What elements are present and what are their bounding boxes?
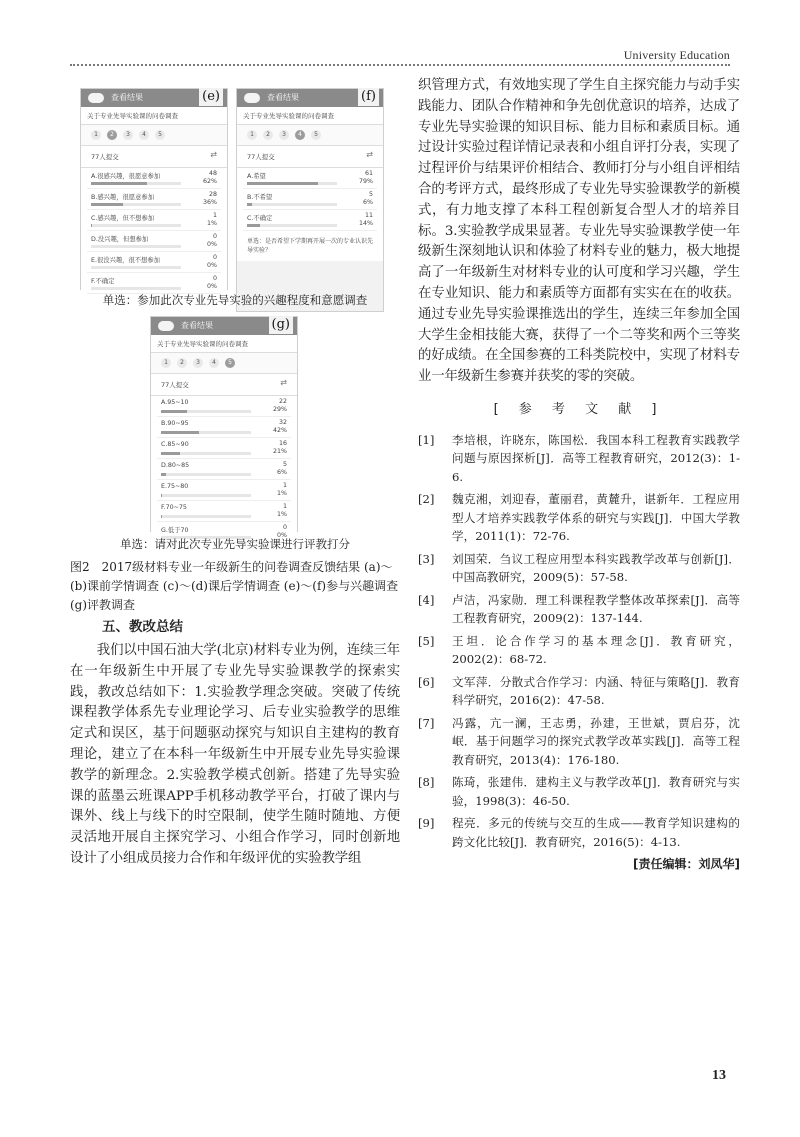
- option-row: [243, 210, 377, 231]
- reference-number: [6]: [418, 674, 435, 689]
- option-count: 16: [278, 440, 287, 447]
- submission-count-label: 77人提交: [91, 153, 119, 161]
- option-percent: 62%: [203, 178, 217, 185]
- question-step[interactable]: 5: [155, 130, 165, 140]
- option-count-pct: [359, 212, 373, 228]
- reference-item: [418, 632, 740, 669]
- question-note: 单选：是否希望下学期再开展一次的专业认识先导实验？: [237, 231, 383, 261]
- option-count-pct: [273, 398, 287, 414]
- option-percent: 42%: [273, 427, 287, 434]
- reference-item: [418, 591, 740, 628]
- subfigure-tag: (g): [269, 316, 293, 334]
- question-step[interactable]: 1: [247, 130, 257, 140]
- option-bar-fill: [161, 452, 180, 455]
- section-heading: 五、教改总结: [102, 619, 183, 635]
- option-count: 1: [282, 482, 287, 489]
- cloud-icon: [244, 93, 260, 103]
- question-step[interactable]: 1: [91, 130, 101, 140]
- question-steps: [81, 125, 227, 145]
- option-label: E.很没兴趣，很不想参加: [91, 257, 160, 264]
- question-step[interactable]: 4: [295, 130, 305, 140]
- option-count: 28: [208, 191, 217, 198]
- option-bar-fill: [91, 182, 147, 185]
- option-count-pct: [207, 212, 217, 228]
- reference-item: [418, 550, 740, 587]
- reference-number: [8]: [418, 775, 435, 790]
- right-column: [418, 76, 740, 872]
- option-results: [81, 168, 227, 294]
- option-percent: 0%: [207, 283, 217, 290]
- reference-number: [9]: [418, 816, 435, 831]
- right-paragraph: 织管理方式，有效地实现了学生自主探究能力与动手实践能力、团队合作精神和争先创优意识的培养，达成了专业先导实验课的知识目标、能力目标和素质目标。通过设计实验过程详情记录表和小组自评打分表，实现了过程评价与结果评价相结合、教师打分与小组自评相结合的考评方式，最终形成了专业先导实验课教学的新模式，有力地支撑了本科工程创新复合型人才的培养目标。3.实验教学成果显著。专业先导实验课教学使一年级新生深刻地认识和体验了材料专业的魅力，极大地提高了一年级新生对材料专业的认可度和学习兴趣，学生在专业知识、能力和素质等方面都有实实在在的收获。通过专业先导实验课推选出的学生，连续三年参加全国大学生金相技能大赛，获得了一个二等奖和两个三等奖的好成绩。在全国参赛的工科类院校中，实现了材料专业一年级新生参赛并获奖的零的突破。: [418, 78, 740, 385]
- option-bar-track: [91, 245, 181, 248]
- reference-number: [2]: [418, 492, 435, 507]
- option-label: D.80~85: [161, 462, 190, 469]
- option-count: 0: [282, 524, 287, 531]
- phone-screenshot-e: [80, 88, 228, 290]
- journal-title: University Education: [623, 48, 730, 62]
- option-percent: 1%: [277, 490, 287, 497]
- option-row: [87, 189, 221, 210]
- option-bar-track: [247, 224, 337, 227]
- submission-count: [151, 373, 297, 396]
- submission-count: [237, 145, 383, 168]
- option-bar-track: [161, 494, 251, 497]
- reference-text: 魏克湘，刘迎春，董丽君，黄麓升，谌新年．工程应用型人才培养实践教学体系的研究与实践[J]．中国大学教学，2011(1)：72-76.: [452, 492, 740, 544]
- option-bar-fill: [161, 410, 187, 413]
- option-bar-fill: [161, 494, 162, 497]
- option-count-pct: [359, 170, 373, 186]
- reference-text: 刘国荣．刍议工程应用型本科实践教学改革与创新[J]．中国高教研究，2009(5)：57-58.: [452, 551, 740, 585]
- option-row: [157, 396, 291, 417]
- option-row: [87, 210, 221, 231]
- option-count-pct: [277, 461, 287, 477]
- option-row: [157, 417, 291, 438]
- reference-item: [418, 773, 740, 810]
- option-bar-track: [161, 473, 251, 476]
- question-steps: [151, 353, 297, 373]
- option-percent: 29%: [273, 406, 287, 413]
- question-step[interactable]: 2: [107, 130, 117, 140]
- option-results: [237, 168, 383, 231]
- app-title-bar: [151, 317, 297, 335]
- survey-title: 关于专业先导实验课的问卷调查: [151, 335, 297, 353]
- reference-item: [418, 431, 740, 487]
- question-step[interactable]: 2: [263, 130, 273, 140]
- option-bar-fill: [91, 203, 123, 206]
- option-percent: 0%: [277, 532, 287, 539]
- option-bar-track: [91, 266, 181, 269]
- option-label: C.不确定: [247, 215, 273, 222]
- option-bar-track: [91, 224, 181, 227]
- subfigure-tag: (e): [199, 88, 223, 106]
- option-label: B.90~95: [161, 420, 189, 427]
- app-title-bar: [237, 89, 383, 107]
- reference-number: [1]: [418, 432, 435, 447]
- option-bar-fill: [161, 473, 166, 476]
- swap-arrows-icon[interactable]: ⇄: [366, 150, 373, 159]
- option-count: 1: [282, 503, 287, 510]
- phone-screenshot-f: [236, 88, 384, 312]
- option-count: 22: [278, 398, 287, 405]
- submission-count-label: 77人提交: [161, 381, 189, 389]
- option-percent: 0%: [207, 262, 217, 269]
- submission-count: [81, 145, 227, 168]
- swap-arrows-icon[interactable]: ⇄: [280, 378, 287, 387]
- option-count: 0: [212, 275, 217, 282]
- option-percent: 79%: [359, 178, 373, 185]
- option-percent: 14%: [359, 220, 373, 227]
- page-number: 13: [712, 1068, 726, 1083]
- reference-text: 程亮．多元的传统与交互的生成——教育学知识建构的跨文化比较[J]．教育研究，2016(5)：4-13.: [452, 816, 740, 849]
- option-count: 0: [212, 254, 217, 261]
- app-title: 查看结果: [181, 321, 213, 330]
- option-bar-fill: [161, 431, 199, 434]
- option-count-pct: [277, 482, 287, 498]
- option-count-pct: [363, 191, 373, 207]
- option-count: 32: [278, 419, 287, 426]
- question-step[interactable]: 3: [123, 130, 133, 140]
- option-count-pct: [273, 419, 287, 435]
- question-step[interactable]: 1: [161, 358, 171, 368]
- option-row: [243, 168, 377, 189]
- option-row: [157, 459, 291, 480]
- editor-credit: [责任编辑：刘凤华]: [633, 857, 740, 872]
- option-label: F.不确定: [91, 278, 115, 285]
- reference-text: 王坦．论合作学习的基本理念[J]．教育研究，2002(2)：68-72.: [452, 633, 740, 667]
- option-bar-track: [161, 431, 251, 434]
- option-row: [87, 273, 221, 294]
- reference-item: [418, 490, 740, 546]
- reference-item: [418, 673, 740, 710]
- option-bar-fill: [247, 224, 260, 227]
- option-percent: 36%: [203, 199, 217, 206]
- option-row: [87, 168, 221, 189]
- option-bar-track: [247, 182, 337, 185]
- phone-screenshot-g: [150, 316, 298, 539]
- option-count: 0: [212, 233, 217, 240]
- app-title: 查看结果: [111, 93, 143, 102]
- option-percent: 0%: [207, 241, 217, 248]
- caption-g: 单选：请对此次专业先导实验课进行评教打分: [120, 537, 350, 551]
- option-label: F.70~75: [161, 504, 187, 511]
- reference-text: 李培根，许晓东，陈国松．我国本科工程教育实践教学问题与原因探析[J]．高等工程教育研究，2012(3)：1-6.: [452, 432, 740, 484]
- option-count-pct: [207, 275, 217, 291]
- option-count: 5: [282, 461, 287, 468]
- option-count-pct: [273, 440, 287, 456]
- option-bar-track: [91, 203, 181, 206]
- option-label: E.75~80: [161, 483, 189, 490]
- survey-title: 关于专业先导实验课的问卷调查: [81, 107, 227, 125]
- option-row: [157, 480, 291, 501]
- option-label: G.低于70: [161, 527, 189, 534]
- caption-ef: 单选：参加此次专业先导实验的兴趣程度和意愿调查: [102, 293, 368, 307]
- option-count: 1: [212, 212, 217, 219]
- left-column: [70, 554, 400, 870]
- reference-text: 文军萍．分散式合作学习：内涵、特征与策略[J]．教育科学研究，2016(2)：47-58.: [452, 674, 740, 708]
- question-step[interactable]: 5: [311, 130, 321, 140]
- option-percent: 6%: [277, 469, 287, 476]
- question-steps: [237, 125, 383, 145]
- question-step[interactable]: 4: [209, 358, 219, 368]
- reference-text: 卢洁，冯家勋．理工科课程教学整体改革探索[J]．高等工程教育研究，2009(2)：137-144.: [452, 592, 740, 626]
- option-percent: 21%: [273, 448, 287, 455]
- option-bar-track: [161, 410, 251, 413]
- reference-number: [4]: [418, 592, 435, 607]
- option-count: 61: [364, 170, 373, 177]
- option-percent: 6%: [363, 199, 373, 206]
- option-label: C.85~90: [161, 441, 189, 448]
- option-label: B.感兴趣，很愿意参加: [91, 194, 154, 201]
- option-count-pct: [203, 170, 217, 186]
- submission-count-label: 77人提交: [247, 153, 275, 161]
- option-label: B.不希望: [247, 194, 273, 201]
- cloud-icon: [158, 321, 174, 331]
- option-bar-fill: [247, 182, 318, 185]
- question-step[interactable]: 3: [279, 130, 289, 140]
- app-title: 查看结果: [267, 93, 299, 102]
- references-title: [ 参 考 文 献 ]: [493, 401, 665, 417]
- option-count: 48: [208, 170, 217, 177]
- question-step[interactable]: 4: [139, 130, 149, 140]
- option-count-pct: [207, 254, 217, 270]
- question-step[interactable]: 5: [225, 358, 235, 368]
- figure-caption: 图2 2017级材料专业一年级新生的问卷调查反馈结果 (a)～(b)课前学情调查 (c)～(d)课后学情调查 (e)～(f)参与兴趣调查 (g)评教调查: [70, 560, 399, 612]
- section-paragraph: 我们以中国石油大学(北京)材料专业为例，连续三年在一年级新生中开展了专业先导实验课教学的探索实践，教改总结如下：1.实验教学理念突破。突破了传统课程教学体系先专业理论学习、后专业实验教学的思维定式和误区，基于问题驱动探究与知识自主建构的教育理论，建立了在本科一年级新生中开展专业先导实验课教学的新理念。2.实验教学模式创新。搭建了先导实验课的蓝墨云班课APP手机移动教学平台，打破了课内与课外、线上与线下的时空限制，使学生随时随地、方便灵活地开展自主探究学习、小组合作学习，同时创新地设计了小组成员接力合作和年级评优的实验教学组: [70, 643, 400, 866]
- cloud-icon: [88, 93, 104, 103]
- option-bar-track: [247, 203, 337, 206]
- option-count-pct: [277, 503, 287, 519]
- option-label: D.没兴趣，但想参加: [91, 236, 149, 243]
- option-count-pct: [207, 233, 217, 249]
- option-label: A.希望: [247, 173, 266, 180]
- option-results: [151, 396, 297, 543]
- option-bar-fill: [91, 224, 92, 227]
- subfigure-tag: (f): [358, 88, 379, 106]
- option-count: 11: [364, 212, 373, 219]
- option-percent: 1%: [207, 220, 217, 227]
- option-bar-track: [91, 287, 181, 290]
- survey-title: 关于专业先导实验课的问卷调查: [237, 107, 383, 125]
- option-count-pct: [203, 191, 217, 207]
- reference-list: [418, 431, 740, 852]
- reference-number: [3]: [418, 551, 435, 566]
- swap-arrows-icon[interactable]: ⇄: [210, 150, 217, 159]
- reference-number: [5]: [418, 633, 435, 648]
- option-bar-fill: [247, 203, 252, 206]
- app-title-bar: [81, 89, 227, 107]
- option-bar-fill: [161, 515, 162, 518]
- option-bar-track: [91, 182, 181, 185]
- header-dotted-rule: [70, 64, 730, 66]
- option-percent: 1%: [277, 511, 287, 518]
- reference-text: 陈琦，张建伟．建构主义与教学改革[J]．教育研究与实验，1998(3)：46-50.: [452, 775, 740, 808]
- option-bar-track: [161, 515, 251, 518]
- option-row: [243, 189, 377, 210]
- reference-item: [418, 714, 740, 770]
- option-count: 5: [368, 191, 373, 198]
- option-row: [87, 231, 221, 252]
- reference-text: 冯露，亢一澜，王志勇，孙建，王世斌，贾启芬，沈岷．基于问题学习的探究式教学改革实践[J]．高等工程教育研究，2013(4)：176-180.: [452, 715, 740, 767]
- reference-item: [418, 814, 740, 851]
- running-header: [70, 48, 730, 68]
- option-row: [157, 438, 291, 459]
- option-label: A.很感兴趣，很愿意参加: [91, 173, 161, 180]
- question-step[interactable]: 3: [193, 358, 203, 368]
- option-label: A.95~10: [161, 399, 189, 406]
- option-row: [87, 252, 221, 273]
- reference-number: [7]: [418, 715, 435, 730]
- question-step[interactable]: 2: [177, 358, 187, 368]
- option-row: [157, 501, 291, 522]
- option-bar-track: [161, 452, 251, 455]
- option-label: C.感兴趣，但不想参加: [91, 215, 155, 222]
